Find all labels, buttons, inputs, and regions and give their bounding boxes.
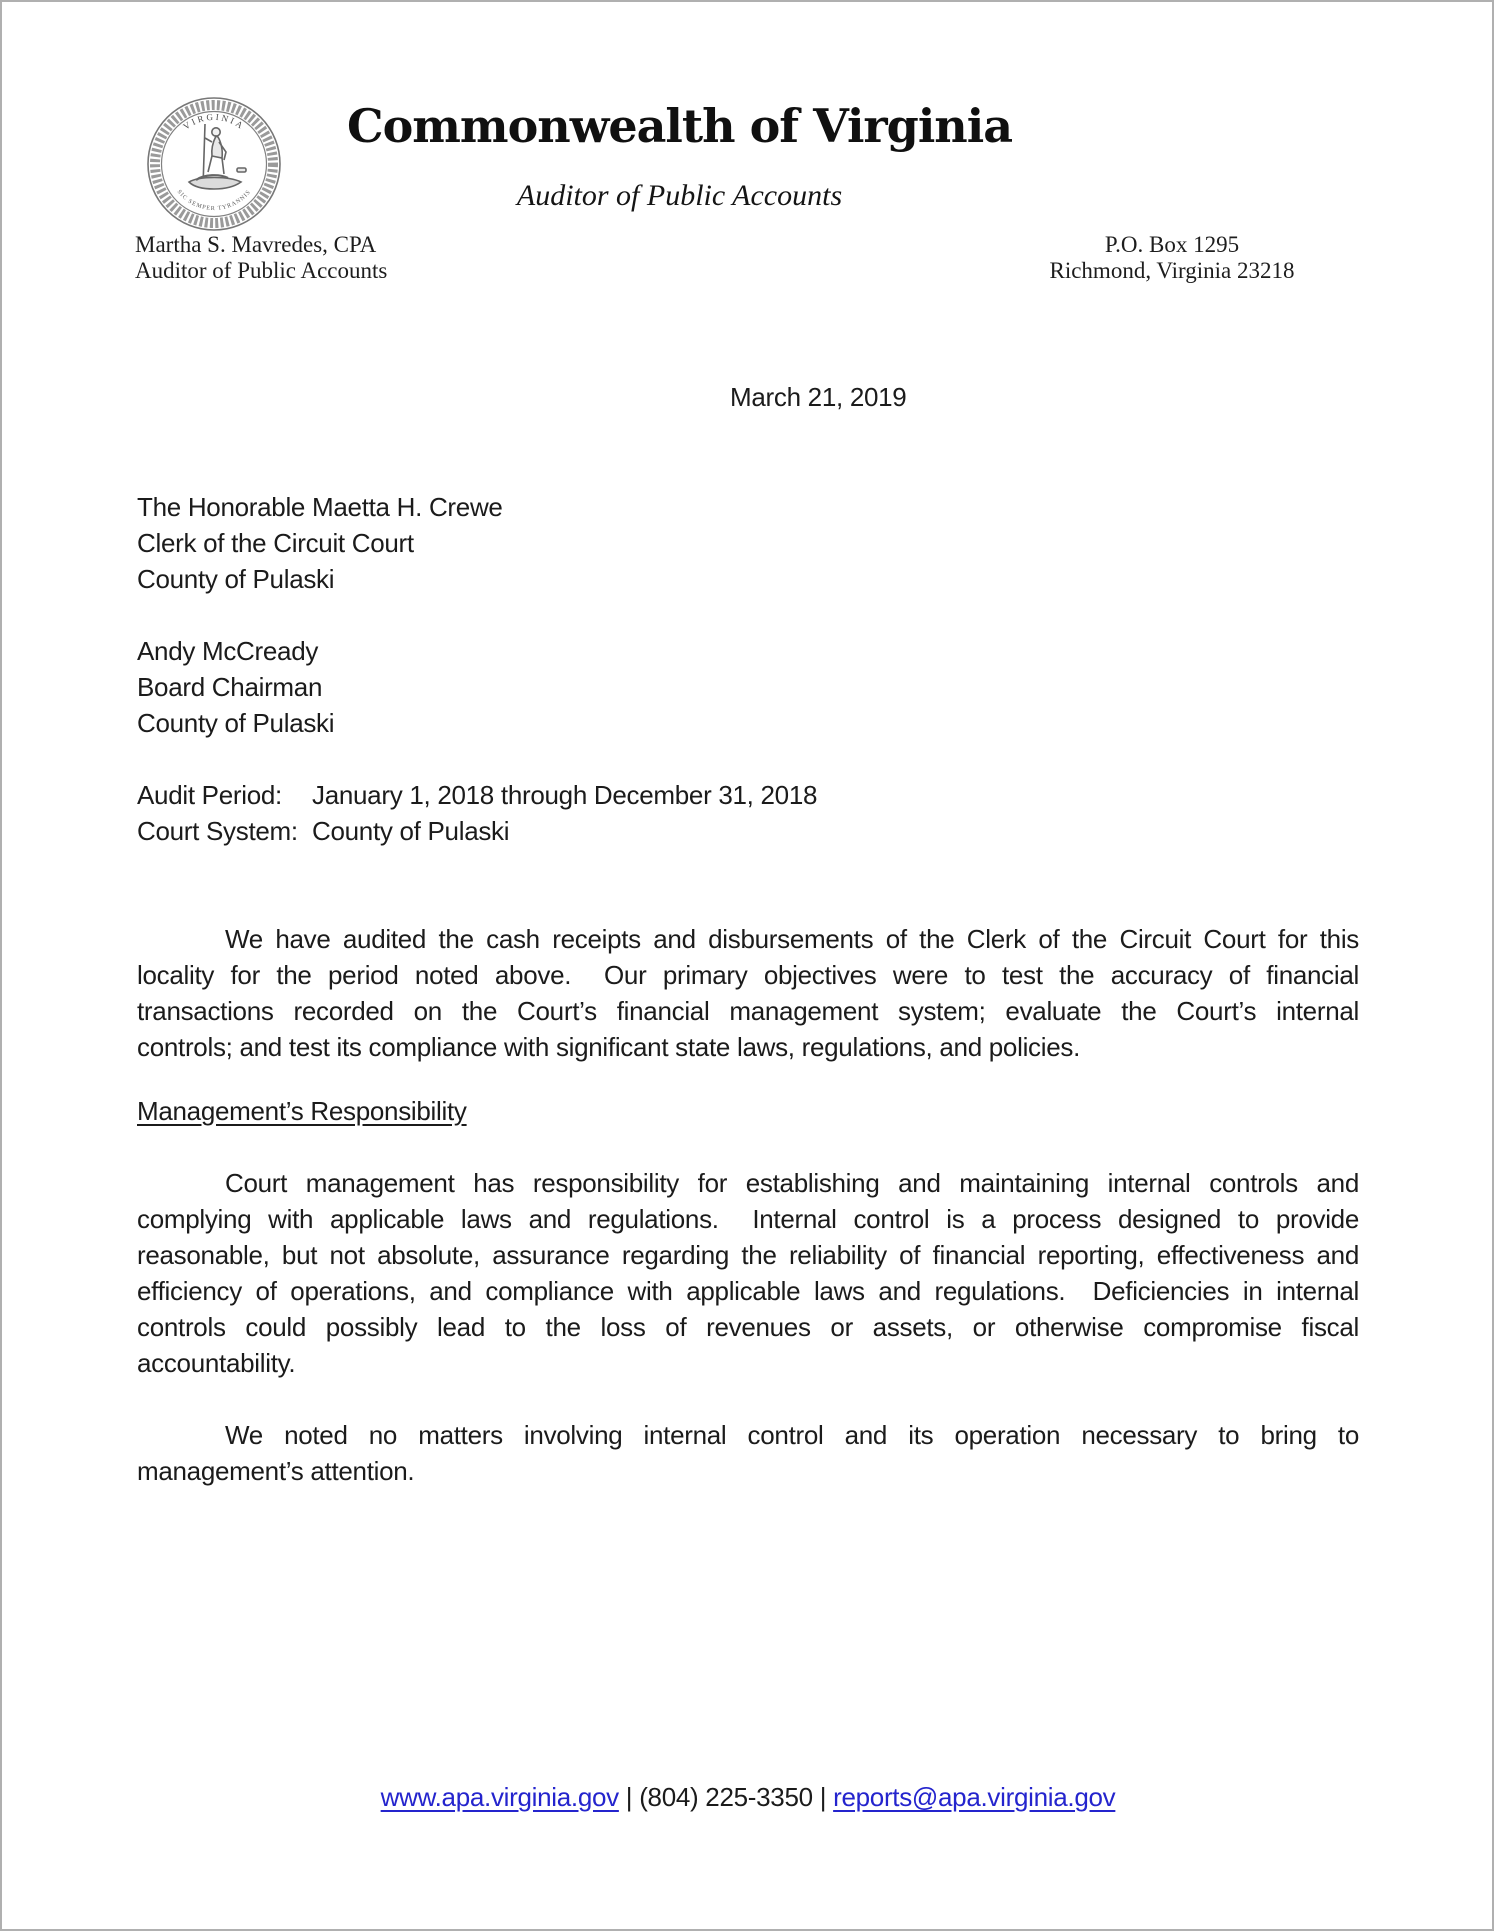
footer-contact-line xyxy=(137,1779,1359,1815)
court-system-value: County of Pulaski xyxy=(312,816,510,846)
auditor-name: Martha S. Mavredes, CPA xyxy=(135,232,377,257)
paragraph-no-matters-noted xyxy=(137,1417,1359,1489)
recipient-locality: County of Pulaski xyxy=(137,708,335,738)
paragraph-line: transactions recorded on the Court’s financial management system; evaluate the Court’s internal xyxy=(137,996,1359,1026)
paragraph-managements-responsibility xyxy=(137,1165,1359,1381)
paragraph-audit-scope xyxy=(137,921,1359,1065)
paragraph-line: locality for the period noted above. Our primary objectives were to test the accuracy of financial xyxy=(137,960,1359,990)
section-heading-managements-responsibility: Management’s Responsibility xyxy=(137,1096,467,1126)
po-box-line: P.O. Box 1295 xyxy=(1104,232,1240,257)
recipient-secondary-block xyxy=(137,633,334,741)
city-state-zip-line: Richmond, Virginia 23218 xyxy=(1049,258,1295,283)
footer-separator: | xyxy=(812,1782,834,1812)
recipient-locality: County of Pulaski xyxy=(137,564,335,594)
letterhead-subtitle: Auditor of Public Accounts xyxy=(516,179,843,212)
paragraph-line: We have audited the cash receipts and disbursements of the Clerk of the Circuit Court for this xyxy=(225,924,1359,954)
audit-period-value: January 1, 2018 through December 31, 2018 xyxy=(312,780,818,810)
paragraph-line: We noted no matters involving internal control and its operation necessary to bring to xyxy=(225,1420,1359,1450)
website-link[interactable]: www.apa.virginia.gov xyxy=(380,1782,619,1812)
email-link[interactable]: reports@apa.virginia.gov xyxy=(833,1782,1116,1812)
paragraph-line: accountability. xyxy=(137,1348,296,1378)
paragraph-line: complying with applicable laws and regulations. Internal control is a process designed to provide xyxy=(137,1204,1359,1234)
court-system-row xyxy=(137,813,817,849)
seal-top-text: VIRGINIA xyxy=(181,111,247,132)
paragraph-line: controls could possibly lead to the loss of revenues or assets, or otherwise compromise fiscal xyxy=(137,1312,1359,1342)
recipient-title: Clerk of the Circuit Court xyxy=(137,528,414,558)
recipient-name: Andy McCready xyxy=(137,636,319,666)
paragraph-line: reasonable, but not absolute, assurance regarding the reliability of financial reporting, effectiveness and xyxy=(137,1240,1359,1270)
auditor-title: Auditor of Public Accounts xyxy=(135,258,388,283)
paragraph-line: Court management has responsibility for establishing and maintaining internal controls and xyxy=(225,1168,1359,1198)
virginia-state-seal-icon xyxy=(144,94,284,234)
court-system-label: Court System: xyxy=(137,816,298,846)
recipient-title: Board Chairman xyxy=(137,672,323,702)
phone-number: (804) 225-3350 xyxy=(639,1782,813,1812)
recipient-name: The Honorable Maetta H. Crewe xyxy=(137,492,503,522)
audit-info-block xyxy=(137,777,817,849)
seal-motto-text: SIC SEMPER TYRANNIS xyxy=(175,189,253,213)
audit-period-row xyxy=(137,777,817,813)
letterhead-title: Commonwealth of Virginia xyxy=(346,99,1013,153)
paragraph-line: efficiency of operations, and compliance with applicable laws and regulations. Deficiencies in internal xyxy=(137,1276,1359,1306)
office-address-block xyxy=(997,232,1347,284)
audit-period-label: Audit Period: xyxy=(137,780,282,810)
recipient-primary-block xyxy=(137,489,503,597)
paragraph-line: management’s attention. xyxy=(137,1456,415,1486)
paragraph-line: controls; and test its compliance with significant state laws, regulations, and policies. xyxy=(137,1032,1081,1062)
auditor-contact-block xyxy=(135,232,387,284)
footer-separator: | xyxy=(618,1782,640,1812)
letter-date: March 21, 2019 xyxy=(730,382,907,412)
